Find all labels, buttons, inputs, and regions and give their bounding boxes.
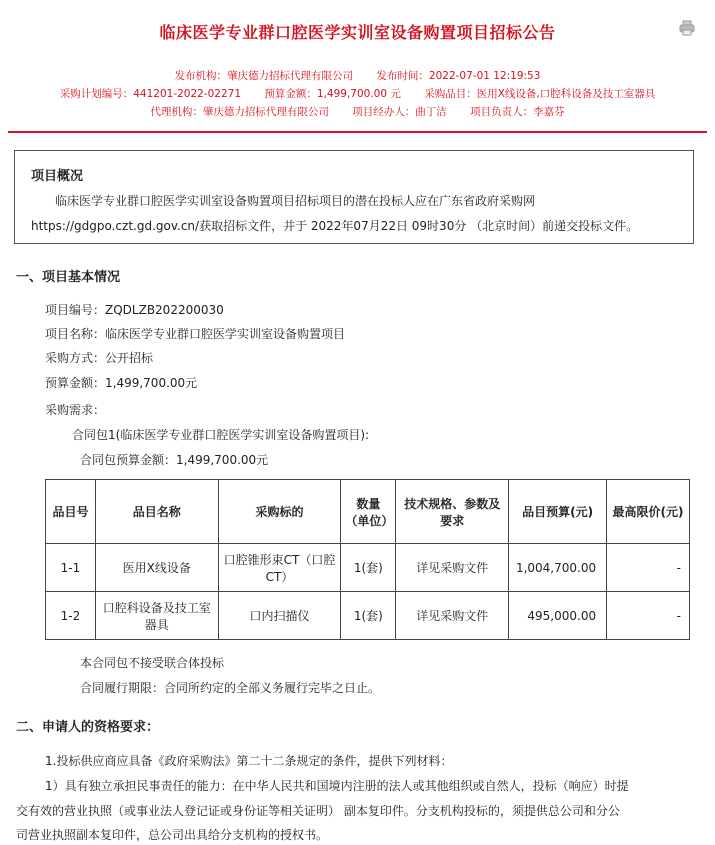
table-cell: 1-2 (46, 592, 96, 640)
table-cell: 1(套) (341, 544, 396, 592)
col-header: 品目名称 (95, 480, 218, 544)
overview-box (14, 150, 694, 244)
col-header: 数量（单位） (341, 480, 396, 544)
meta-row-3 (0, 104, 715, 119)
qualification-line-4: 司营业执照副本复印件，总公司出具给分支机构的授权书。 (16, 828, 329, 842)
table-cell: 1-1 (46, 544, 96, 592)
meta-row-1 (0, 68, 715, 83)
col-header: 采购标的 (218, 480, 341, 544)
manager-value: 曲丁洁 (415, 106, 447, 118)
plan-number-label: 采购计划编号： (59, 88, 134, 100)
col-header: 品目预算(元) (509, 480, 607, 544)
manager-label: 项目经办人： (352, 106, 416, 118)
project-name: 项目名称：临床医学专业群口腔医学实训室设备购置项目 (45, 327, 346, 341)
budget-value: 1,499,700.00 元 (316, 88, 401, 100)
table-header-row (46, 480, 690, 544)
page-title: 临床医学专业群口腔医学实训室设备购置项目招标公告 (159, 23, 556, 42)
qualification-line-1: 1.投标供应商应具备《政府采购法》第二十二条规定的条件，提供下列材料： (45, 754, 453, 768)
publish-time-label: 发布时间： (376, 70, 429, 82)
section1-heading: 一、项目基本情况 (16, 270, 121, 285)
leader-label: 项目负责人： (470, 106, 534, 118)
publisher-label: 发布机构： (174, 70, 228, 82)
plan-number-value: 441201-2022-02271 (133, 88, 242, 100)
publish-time-value: 2022-07-01 12:19:53 (428, 70, 541, 82)
procurement-requirement: 采购需求： (45, 403, 106, 417)
leader-value: 李嘉芬 (533, 106, 565, 118)
table-cell: 1(套) (341, 592, 396, 640)
table-cell: 医用X线设备 (95, 544, 218, 592)
title-divider (8, 131, 707, 133)
col-header: 最高限价(元) (607, 480, 690, 544)
table-cell: 口内扫描仪 (218, 592, 341, 640)
overview-heading: 项目概况 (31, 169, 84, 184)
table-row (46, 592, 690, 640)
overview-text: 临床医学专业群口腔医学实训室设备购置项目招标项目的潜在投标人应在广东省政府采购网https://gdgpo.czt.gd.gov.cn/获取招标文件，并于 2022年07月22日 09时30分 （北京时间）前递交投标文件。 (31, 194, 639, 233)
meta-row-2 (0, 86, 715, 101)
agency-label: 代理机构： (150, 106, 203, 118)
publisher-value: 肇庆德力招标代理有限公司 (227, 70, 354, 82)
table-cell: 详见采购文件 (396, 544, 509, 592)
joint-bid-note: 本合同包不接受联合体投标 (80, 656, 225, 670)
section2-heading: 二、申请人的资格要求： (16, 720, 160, 735)
contract-package: 合同包1(临床医学专业群口腔医学实训室设备购置项目): (72, 428, 370, 442)
table-cell: 详见采购文件 (396, 592, 509, 640)
qualification-line-2: 1）具有独立承担民事责任的能力：在中华人民共和国境内注册的法人或其他组织或自然人，投标（响应）时提 (45, 779, 629, 793)
col-header: 品目号 (46, 480, 96, 544)
items-table (45, 479, 690, 640)
category-label: 采购品目： (424, 88, 477, 100)
contract-period-note: 合同履行期限：合同所约定的全部义务履行完毕之日止。 (80, 681, 381, 695)
table-cell: 1,004,700.00 (509, 544, 607, 592)
procurement-method: 采购方式：公开招标 (45, 351, 154, 365)
table-cell: - (607, 544, 690, 592)
printer-icon[interactable] (679, 20, 695, 36)
table-cell: 495,000.00 (509, 592, 607, 640)
table-cell: 口腔锥形束CT（口腔CT） (218, 544, 341, 592)
package-budget: 合同包预算金额：1,499,700.00元 (80, 453, 269, 467)
category-value: 医用X线设备,口腔科设备及技工室器具 (476, 88, 656, 100)
table-cell: - (607, 592, 690, 640)
col-header: 技术规格、参数及要求 (396, 480, 509, 544)
budget-label: 预算金额： (264, 88, 317, 100)
agency-value: 肇庆德力招标代理有限公司 (202, 106, 329, 118)
table-cell: 口腔科设备及技工室器具 (95, 592, 218, 640)
qualification-line-3: 交有效的营业执照（或事业法人登记证或身份证等相关证明） 副本复印件。分支机构投标的，须提供总公司和分公 (16, 804, 620, 818)
project-number: 项目编号：ZQDLZB202200030 (45, 303, 224, 317)
table-row (46, 544, 690, 592)
budget-amount: 预算金额：1,499,700.00元 (45, 376, 198, 390)
